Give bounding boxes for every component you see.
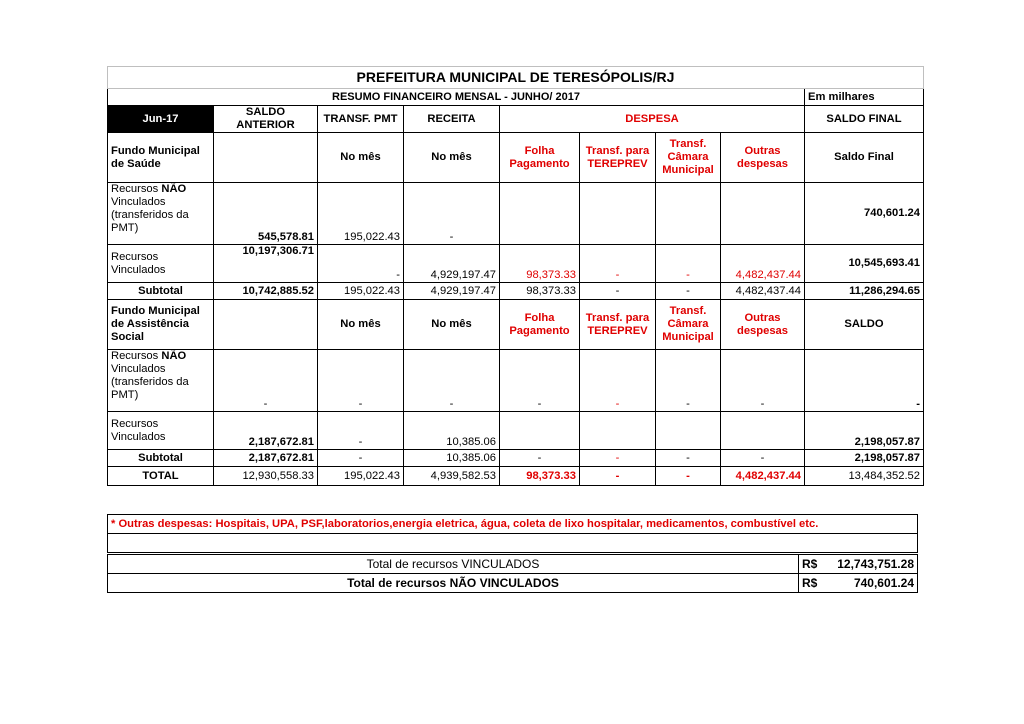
cell-value: 4,929,197.47 bbox=[404, 245, 500, 283]
cell-value: 10,385.06 bbox=[404, 412, 500, 450]
cell-value: 12,930,558.33 bbox=[214, 467, 318, 486]
vinculados-label: Recursos Vinculados bbox=[108, 412, 214, 450]
cell-value: 4,482,437.44 bbox=[721, 467, 805, 486]
cell-value: - bbox=[580, 467, 656, 486]
cell-value: 740,601.24 bbox=[805, 183, 924, 245]
total-nao-vinculados-label: Total de recursos NÃO VINCULADOS bbox=[108, 574, 799, 593]
vinculados-label: Recursos Vinculados bbox=[108, 245, 214, 283]
cell-value: 545,578.81 bbox=[214, 183, 318, 245]
no-mes-label: No mês bbox=[318, 133, 404, 183]
cell-value: - bbox=[318, 450, 404, 467]
total-nao-vinculados-value: R$ 740,601.24 bbox=[799, 574, 918, 593]
cell-value: - bbox=[318, 350, 404, 412]
tereprev-header: Transf. para TEREPREV bbox=[580, 133, 656, 183]
fund-saude-label: Fundo Municipal de Saúde bbox=[108, 133, 214, 183]
folha-header: Folha Pagamento bbox=[500, 133, 580, 183]
cell-value: 98,373.33 bbox=[500, 467, 580, 486]
cell-value: 4,482,437.44 bbox=[721, 283, 805, 300]
cell-value: 4,929,197.47 bbox=[404, 283, 500, 300]
cell-value: - bbox=[805, 350, 924, 412]
cell-value: - bbox=[214, 350, 318, 412]
outras-header: Outras despesas bbox=[721, 133, 805, 183]
tereprev-header: Transf. para TEREPREV bbox=[580, 300, 656, 350]
cell-value: 195,022.43 bbox=[318, 467, 404, 486]
cell-value: 10,385.06 bbox=[404, 450, 500, 467]
cell-value: 10,197,306.71 bbox=[214, 245, 318, 283]
cell-value: - bbox=[580, 283, 656, 300]
total-label: TOTAL bbox=[108, 467, 214, 486]
total-vinculados-value: R$ 12,743,751.28 bbox=[799, 555, 918, 574]
saldo-final-label: Saldo Final bbox=[805, 133, 924, 183]
fund-assistencia-label: Fundo Municipal de Assistência Social bbox=[108, 300, 214, 350]
cell-value: - bbox=[318, 412, 404, 450]
cell-value: 10,545,693.41 bbox=[805, 245, 924, 283]
cell-value: - bbox=[318, 245, 404, 283]
cell-value: - bbox=[656, 283, 721, 300]
cell-value: 98,373.33 bbox=[500, 283, 580, 300]
saldo-label: SALDO bbox=[805, 300, 924, 350]
saldo-final-header: SALDO FINAL bbox=[805, 106, 924, 133]
cell-value: 2,187,672.81 bbox=[214, 412, 318, 450]
cell-value: - bbox=[721, 450, 805, 467]
cell-value: - bbox=[656, 350, 721, 412]
total-vinculados-label: Total de recursos VINCULADOS bbox=[108, 555, 799, 574]
cell-value: - bbox=[656, 450, 721, 467]
no-mes-label: No mês bbox=[404, 300, 500, 350]
cell-value: 4,482,437.44 bbox=[721, 245, 805, 283]
cell-value: - bbox=[500, 350, 580, 412]
subtotal-label: Subtotal bbox=[108, 283, 214, 300]
receita-header: RECEITA bbox=[404, 106, 500, 133]
transf-pmt-header: TRANSF. PMT bbox=[318, 106, 404, 133]
camara-header: Transf. Câmara Municipal bbox=[656, 133, 721, 183]
cell-value: - bbox=[656, 245, 721, 283]
nao-vinculados-label: Recursos NÃO Vinculados (transferidos da PMT) bbox=[108, 350, 214, 412]
cell-value: 10,742,885.52 bbox=[214, 283, 318, 300]
outras-header: Outras despesas bbox=[721, 300, 805, 350]
subtotal-label: Subtotal bbox=[108, 450, 214, 467]
cell-value: - bbox=[500, 450, 580, 467]
cell-value: 195,022.43 bbox=[318, 183, 404, 245]
nao-vinculados-label: Recursos NÃO Vinculados (transferidos da PMT) bbox=[108, 183, 214, 245]
cell-value: 195,022.43 bbox=[318, 283, 404, 300]
document-title: PREFEITURA MUNICIPAL DE TERESÓPOLIS/RJ bbox=[108, 67, 924, 89]
cell-value: 2,198,057.87 bbox=[805, 450, 924, 467]
despesa-header: DESPESA bbox=[500, 106, 805, 133]
cell-value: - bbox=[580, 450, 656, 467]
document-subtitle: RESUMO FINANCEIRO MENSAL - JUNHO/ 2017 bbox=[108, 89, 805, 106]
saldo-anterior-header: SALDO ANTERIOR bbox=[214, 106, 318, 133]
cell-value: - bbox=[404, 350, 500, 412]
cell-value: 2,187,672.81 bbox=[214, 450, 318, 467]
cell-value: 13,484,352.52 bbox=[805, 467, 924, 486]
unit-note: Em milhares bbox=[805, 89, 924, 106]
cell-value: - bbox=[580, 245, 656, 283]
no-mes-label: No mês bbox=[404, 133, 500, 183]
cell-value: 4,939,582.53 bbox=[404, 467, 500, 486]
totals-table bbox=[107, 554, 918, 593]
camara-header: Transf. Câmara Municipal bbox=[656, 300, 721, 350]
cell-value: 11,286,294.65 bbox=[805, 283, 924, 300]
cell-value: 2,198,057.87 bbox=[805, 412, 924, 450]
cell-value: - bbox=[580, 350, 656, 412]
cell-value: - bbox=[656, 467, 721, 486]
financial-summary-table bbox=[107, 66, 924, 486]
footnote-text: * Outras despesas: Hospitais, UPA, PSF,laboratorios,energia eletrica, água, coleta de lixo hospitalar, medicamentos, combustível etc. bbox=[108, 515, 918, 534]
period-header: Jun-17 bbox=[108, 106, 214, 133]
footnote-table bbox=[107, 514, 918, 553]
no-mes-label: No mês bbox=[318, 300, 404, 350]
folha-header: Folha Pagamento bbox=[500, 300, 580, 350]
cell-value: - bbox=[404, 183, 500, 245]
cell-value: 98,373.33 bbox=[500, 245, 580, 283]
cell-value: - bbox=[721, 350, 805, 412]
blank-row bbox=[108, 534, 918, 553]
